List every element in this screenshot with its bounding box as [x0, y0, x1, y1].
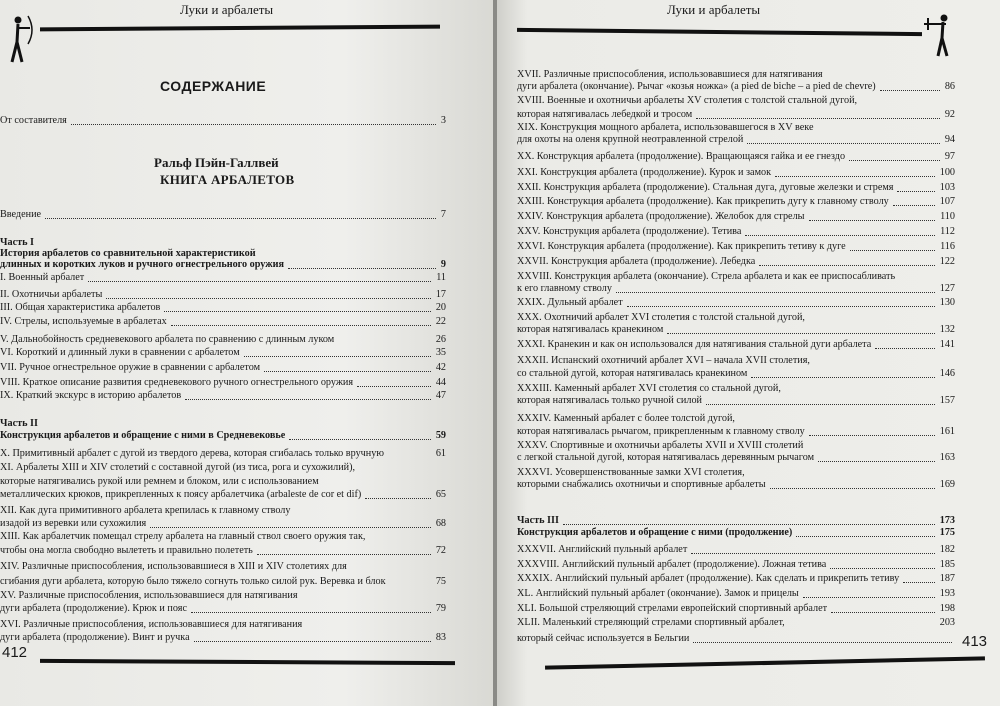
- toc-entry-page: 44: [435, 377, 446, 388]
- dot-leader: [693, 630, 952, 643]
- dot-leader: [264, 359, 431, 372]
- toc-entry: [517, 211, 955, 223]
- toc-entry-page: 100: [939, 167, 955, 178]
- toc-entry-title: XIV. Различные приспособления, использовавшиеся в XIII и XIV столетиях для: [0, 561, 347, 572]
- dot-leader: [706, 392, 935, 405]
- toc-entry: [0, 603, 446, 615]
- dot-leader: [897, 179, 934, 192]
- dot-leader: [171, 313, 431, 326]
- toc-entry-title: XVIII. Военные и охотничьи арбалеты XV столетия с толстой стальной дугой,: [517, 95, 858, 106]
- dot-leader: [365, 486, 431, 499]
- toc-entry-title: XXIX. Дульный арбалет: [517, 297, 623, 308]
- dot-leader: [903, 570, 935, 583]
- toc-entry-title: Часть I: [0, 237, 34, 248]
- toc-entry: [517, 324, 955, 336]
- toc-entry: [0, 390, 446, 402]
- toc-entry-page: 83: [435, 632, 446, 643]
- toc-entry: [517, 151, 955, 163]
- toc-entry-page: 157: [939, 395, 955, 406]
- toc-entry: [517, 196, 955, 208]
- toc-entry-title: XXXIII. Каменный арбалет XVI столетия со стальной дугой,: [517, 383, 781, 394]
- toc-entry-page: 146: [939, 368, 955, 379]
- toc-entry-page: 42: [435, 362, 446, 373]
- dot-leader: [191, 600, 431, 613]
- dot-leader: [803, 585, 935, 598]
- dot-leader: [745, 223, 935, 236]
- page-title: СОДЕРЖАНИЕ: [160, 78, 267, 94]
- toc-entry-title: которая натягивалась рычагом, прикрепленным к главному стволу: [517, 426, 805, 437]
- toc-entry: [517, 573, 955, 585]
- archer-icon: [4, 14, 36, 66]
- dot-leader: [288, 256, 436, 269]
- toc-entry-title: которая натягивалась лебедкой и тросом: [517, 109, 693, 120]
- toc-entry-title: XII. Как дуга примитивного арбалета крепилась к главному стволу: [0, 505, 291, 516]
- toc-entry-page: 182: [939, 544, 955, 555]
- toc-entry: [517, 559, 955, 571]
- toc-entry: [0, 489, 446, 501]
- toc-entry: [0, 362, 446, 374]
- left-page: [0, 0, 493, 706]
- toc-entry-page: 141: [939, 339, 955, 350]
- toc-entry-page: 92: [944, 109, 955, 120]
- toc-entry-page: 7: [440, 209, 446, 220]
- dot-leader: [818, 449, 935, 462]
- toc-entry-page: 203: [939, 617, 955, 628]
- toc-entry-page: 173: [939, 515, 955, 526]
- dot-leader: [88, 269, 431, 282]
- toc-entry-title: изадой из веревки или сухожилия: [0, 518, 147, 529]
- toc-entry-title: I. Военный арбалет: [0, 272, 85, 283]
- toc-entry: [517, 452, 955, 464]
- toc-entry-page: 65: [435, 489, 446, 500]
- toc-entry-page: 112: [940, 226, 955, 237]
- dot-leader: [45, 206, 436, 219]
- dot-leader: [880, 78, 940, 91]
- dot-leader: [164, 299, 430, 312]
- dot-leader: [850, 238, 935, 251]
- toc-entry-page: 132: [939, 324, 955, 335]
- toc-entry: [0, 316, 446, 328]
- book-title: КНИГА АРБАЛЕТОВ: [160, 172, 295, 187]
- dot-leader: [770, 476, 935, 489]
- toc-entry: [517, 479, 955, 491]
- running-head-left: Луки и арбалеты: [180, 2, 274, 17]
- toc-entry-title: со стальной дугой, которая натягивалась кранекином: [517, 368, 748, 379]
- toc-entry-title: XXXV. Спортивные и охотничьи арбалеты XVII и XVIII столетий: [517, 440, 804, 451]
- dot-leader: [893, 193, 935, 206]
- toc-entry: [0, 347, 446, 359]
- toc-entry-title: VI. Короткий и длинный луки в сравнении с арбалетом: [0, 347, 240, 358]
- toc-entry-page: 86: [944, 81, 955, 92]
- toc-entry-title: дуги арбалета (окончание). Рычаг «козья ножка» (a pied de biche – a pied de chevre): [517, 81, 876, 92]
- toc-entry-title: Введение: [0, 209, 42, 220]
- toc-entry-title: XXXIV. Каменный арбалет с более толстой дугой,: [517, 413, 735, 424]
- dot-leader: [667, 321, 934, 334]
- toc-entry-title: XXXVII. Английский пульный арбалет: [517, 544, 688, 555]
- toc-entry-title: XXXVIII. Английский пульный арбалет (продолжение). Ложная тетива: [517, 559, 827, 570]
- dot-leader: [759, 253, 934, 266]
- toc-entry-title: XV. Различные приспособления, использовавшиеся для натягивания: [0, 590, 298, 601]
- toc-entry-title: сгибания дуги арбалета, которую было тяжело согнуть только силой рук. Веревка и блок: [0, 576, 386, 587]
- dot-leader: [357, 374, 431, 387]
- toc-entry-title: XXXII. Испанский охотничий арбалет XVI – начала XVII столетия,: [517, 355, 810, 366]
- toc-entry-title: дуги арбалета (продолжение). Крюк и пояс: [0, 603, 187, 614]
- toc-entry: [0, 561, 446, 573]
- toc-entry-page: 47: [435, 390, 446, 401]
- toc-entry-page: 130: [939, 297, 955, 308]
- toc-entry-page: 198: [939, 603, 955, 614]
- toc-entry-title: XIX. Конструкция мощного арбалета, использовавшегося в XV веке: [517, 122, 814, 133]
- toc-entry: [517, 588, 955, 600]
- toc-entry-title: Часть III: [517, 515, 559, 526]
- dot-leader: [71, 112, 436, 125]
- toc-entry-title: длинных и коротких луков и ручного огнестрельного оружия: [0, 259, 285, 270]
- right-page: [497, 0, 1000, 706]
- dot-leader: [775, 164, 935, 177]
- toc-entry-page: 20: [435, 302, 446, 313]
- page-number: 413: [962, 633, 988, 650]
- dot-leader: [150, 515, 431, 528]
- dot-leader: [616, 280, 935, 293]
- toc-entry-title: XVI. Различные приспособления, использовавшиеся для натягивания: [0, 619, 303, 630]
- toc-entry-page: 161: [939, 426, 955, 437]
- toc-entry: [517, 226, 955, 238]
- toc-entry-page: 127: [939, 283, 955, 294]
- dot-leader: [830, 556, 934, 569]
- dot-leader: [289, 427, 431, 440]
- toc-entry: [0, 272, 446, 284]
- toc-entry: [517, 256, 955, 268]
- toc-entry: [0, 209, 446, 221]
- dot-leader: [831, 600, 935, 613]
- toc-entry-page: 107: [939, 196, 955, 207]
- toc-entry: [517, 182, 955, 194]
- toc-entry-title: которая натягивалась кранекином: [517, 324, 664, 335]
- toc-entry-page: 61: [435, 448, 446, 459]
- toc-entry-title: которые натягивались рукой или ремнем и блоком, или с использованием: [0, 476, 319, 487]
- toc-entry-title: металлических крюков, прикрепленных к поясу арбалетчика (arbaleste de cor et dif): [0, 489, 362, 500]
- toc-entry-page: 22: [435, 316, 446, 327]
- toc-entry-title: От составителя: [0, 115, 67, 126]
- toc-entry-title: V. Дальнобойность средневекового арбалета по сравнению с длинным луком: [0, 334, 335, 345]
- toc-entry: [0, 115, 446, 127]
- toc-entry: [0, 545, 446, 557]
- toc-entry-title: VII. Ручное огнестрельное оружие в сравнении с арбалетом: [0, 362, 261, 373]
- header-rule: [517, 28, 922, 36]
- toc-entry-title: XI. Арбалеты XIII и XIV столетий с составной дугой (из тиса, рога и сухожилий),: [0, 462, 356, 473]
- toc-entry-title: чтобы она могла свободно вылететь и правильно полететь: [0, 545, 253, 556]
- toc-entry-page: 72: [435, 545, 446, 556]
- toc-entry-title: XIII. Как арбалетчик помещал стрелу арбалета на главный ствол своего оружия так,: [0, 531, 366, 542]
- toc-entry-title: II. Охотничьи арбалеты: [0, 289, 103, 300]
- toc-entry: [517, 426, 955, 438]
- toc-entry-page: 116: [940, 241, 955, 252]
- toc-entry-title: для охоты на оленя крупной неотравленной стрелой: [517, 134, 744, 145]
- toc-entry-title: XXI. Конструкция арбалета (продолжение). Курок и замок: [517, 167, 772, 178]
- toc-entry: [0, 448, 446, 460]
- author-name: Ральф Пэйн-Галлвей: [154, 155, 279, 170]
- toc-entry-title: III. Общая характеристика арбалетов: [0, 302, 161, 313]
- dot-leader: [751, 365, 934, 378]
- dot-leader: [194, 629, 431, 642]
- toc-entry-title: XXX. Охотничий арбалет XVI столетия с толстой стальной дугой,: [517, 312, 805, 323]
- toc-entry: [517, 134, 955, 146]
- toc-entry-title: XXII. Конструкция арбалета (продолжение). Стальная дуга, дуговые железки и стремя: [517, 182, 894, 193]
- dot-leader: [696, 106, 940, 119]
- toc-entry-title: XXVII. Конструкция арбалета (продолжение). Лебедка: [517, 256, 756, 267]
- dot-leader: [185, 387, 431, 400]
- toc-entry: [517, 395, 955, 407]
- dot-leader: [809, 423, 935, 436]
- toc-entry-page: 79: [435, 603, 446, 614]
- dot-leader: [691, 541, 934, 554]
- toc-entry-page: 97: [944, 151, 955, 162]
- toc-entry-page: 75: [435, 576, 446, 587]
- toc-entry-title: XL. Английский пульный арбалет (окончание). Замок и прицелы: [517, 588, 799, 599]
- toc-entry-page: 11: [436, 272, 446, 283]
- toc-entry: [517, 81, 955, 93]
- toc-entry: [517, 527, 955, 539]
- toc-entry: [517, 368, 955, 380]
- toc-entry-title: IX. Краткий экскурс в историю арбалетов: [0, 390, 182, 401]
- toc-entry-title: XXVIII. Конструкция арбалета (окончание). Стрела арбалета и как ее приспосабливать: [517, 271, 896, 282]
- toc-entry: [517, 603, 955, 615]
- dot-leader: [849, 148, 940, 161]
- dot-leader: [875, 336, 934, 349]
- toc-entry-title: XXXVI. Усовершенствованные замки XVI столетия,: [517, 467, 745, 478]
- toc-entry: [0, 430, 446, 442]
- toc-entry-page: 94: [944, 134, 955, 145]
- crossbowman-icon: [922, 12, 956, 58]
- toc-entry-page: 122: [939, 256, 955, 267]
- toc-entry-title: История арбалетов со сравнительной характеристикой: [0, 248, 256, 259]
- toc-entry-title: XXVI. Конструкция арбалета (продолжение). Как прикрепить тетиву к дуге: [517, 241, 846, 252]
- toc-entry-page: 9: [440, 259, 446, 270]
- toc-entry-page: 193: [939, 588, 955, 599]
- toc-entry-page: 26: [435, 334, 446, 345]
- toc-entry-title: XXV. Конструкция арбалета (продолжение). Тетива: [517, 226, 742, 237]
- toc-entry-page: 175: [939, 527, 955, 538]
- toc-entry: [517, 109, 955, 121]
- toc-entry-title: XX. Конструкция арбалета (продолжение). Вращающаяся гайка и ее гнездо: [517, 151, 846, 162]
- toc-entry: [517, 617, 955, 629]
- toc-entry-title: которая натягивалась только ручной силой: [517, 395, 703, 406]
- dot-leader: [244, 344, 431, 357]
- toc-entry-title: XXIV. Конструкция арбалета (продолжение). Желобок для стрелы: [517, 211, 805, 222]
- toc-entry-title: Часть II: [0, 418, 38, 429]
- toc-entry-title: IV. Стрелы, используемые в арбалетах: [0, 316, 167, 327]
- dot-leader: [796, 524, 934, 537]
- toc-entry-title: которыми снабжались охотничьи и спортивные арбалеты: [517, 479, 766, 490]
- toc-entry: [0, 518, 446, 530]
- dot-leader: [747, 131, 939, 144]
- dot-leader: [106, 286, 430, 299]
- running-head-right: Луки и арбалеты: [667, 2, 761, 17]
- dot-leader: [627, 294, 935, 307]
- toc-entry-title: Конструкция арбалетов и обращение с ними (продолжение): [517, 527, 793, 538]
- toc-entry-title: к его главному стволу: [517, 283, 612, 294]
- dot-leader: [809, 208, 936, 221]
- toc-entry-title: XLI. Большой стреляющий стрелами европейский спортивный арбалет: [517, 603, 828, 614]
- toc-entry: [0, 632, 446, 644]
- toc-entry-title: XXXI. Кранекин и как он использовался для натягивания стальной дуги арбалета: [517, 339, 872, 350]
- toc-entry-title: дуги арбалета (продолжение). Винт и ручка: [0, 632, 190, 643]
- toc-entry-page: 59: [435, 430, 446, 441]
- footer-rule: [545, 656, 985, 669]
- toc-entry-title: XLII. Маленький стреляющий стрелами спортивный арбалет,: [517, 617, 785, 628]
- toc-entry-page: 35: [435, 347, 446, 358]
- toc-entry-page: 187: [939, 573, 955, 584]
- footer-rule: [40, 659, 455, 665]
- toc-entry-page: 68: [435, 518, 446, 529]
- toc-entry-title: X. Примитивный арбалет с дугой из твердого дерева, которая сгибалась только вручную: [0, 448, 384, 459]
- toc-entry-page: 103: [939, 182, 955, 193]
- toc-entry: [0, 462, 446, 474]
- toc-entry: [517, 633, 955, 645]
- toc-entry: [517, 241, 955, 253]
- toc-entry: [517, 544, 955, 556]
- toc-entry-page: 17: [435, 289, 446, 300]
- page-number: 412: [2, 644, 28, 661]
- toc-entry-page: 185: [939, 559, 955, 570]
- toc-entry: [517, 339, 955, 351]
- toc-entry-page: 169: [939, 479, 955, 490]
- toc-entry-page: 163: [939, 452, 955, 463]
- toc-entry: [0, 576, 446, 588]
- toc-entry-title: XVII. Различные приспособления, использовавшиеся для натягивания: [517, 69, 823, 80]
- toc-entry-title: XXIII. Конструкция арбалета (продолжение). Как прикрепить дугу к главному стволу: [517, 196, 889, 207]
- toc-entry-page: 3: [440, 115, 446, 126]
- toc-entry-title: VIII. Краткое описание развития средневекового ручного огнестрельного оружия: [0, 377, 354, 388]
- header-rule: [40, 25, 440, 32]
- toc-entry: [517, 167, 955, 179]
- toc-entry-page: 110: [940, 211, 955, 222]
- toc-entry-title: который сейчас используется в Бельгии: [517, 633, 690, 644]
- dot-leader: [257, 542, 431, 555]
- toc-entry-title: с легкой стальной дугой, которая натягивалась деревянным рычагом: [517, 452, 815, 463]
- toc-entry-title: XXXIX. Английский пульный арбалет (продолжение). Как сделать и прикрепить тетиву: [517, 573, 900, 584]
- toc-entry-title: Конструкция арбалетов и обращение с ними в Средневековье: [0, 430, 286, 441]
- toc-entry: [517, 297, 955, 309]
